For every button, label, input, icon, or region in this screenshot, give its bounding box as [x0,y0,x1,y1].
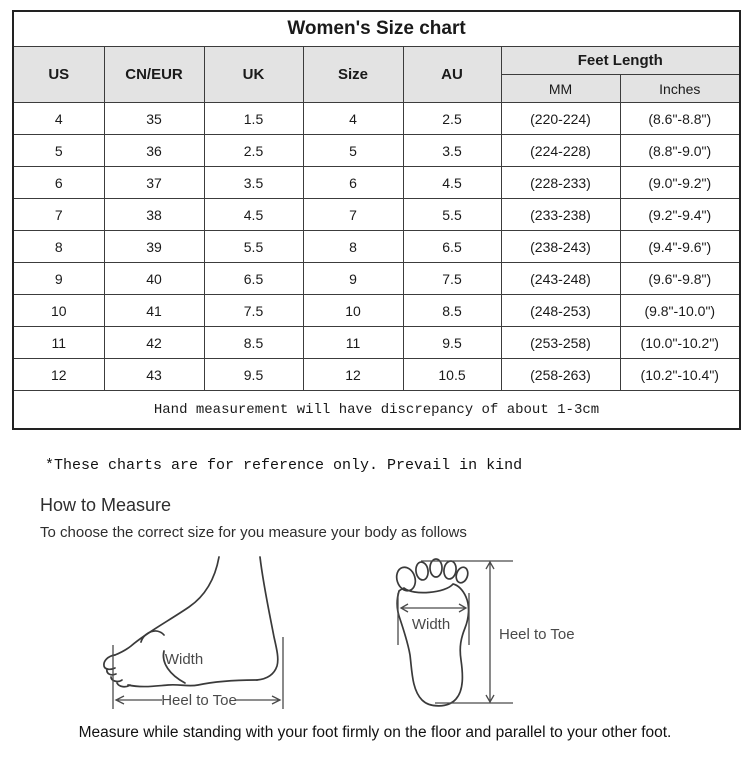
table-cell: 11 [303,327,403,359]
table-cell: 40 [104,263,204,295]
table-cell: 7.5 [204,295,303,327]
table-cell: (243-248) [501,263,620,295]
measurement-diagrams [0,553,750,723]
table-cell: 5 [303,135,403,167]
table-cell: 10 [303,295,403,327]
table-row [13,135,740,167]
table-cell: (9.0"-9.2") [620,167,740,199]
table-cell: (233-238) [501,199,620,231]
title-row [13,11,740,47]
table-cell: 42 [104,327,204,359]
column-header-inches: Inches [620,75,740,103]
table-cell: 6 [13,167,104,199]
how-to-measure-subtitle: To choose the correct size for you measure your body as follows [40,524,467,541]
table-row [13,263,740,295]
table-row [13,327,740,359]
table-cell: (9.2"-9.4") [620,199,740,231]
sole-width-label: Width [411,616,451,633]
table-cell: (8.8"-9.0") [620,135,740,167]
table-cell: 7 [13,199,104,231]
table-cell: 12 [13,359,104,391]
table-cell: 8.5 [204,327,303,359]
table-cell: 9 [303,263,403,295]
side-width-label: Width [164,651,204,668]
table-cell: 8.5 [403,295,501,327]
table-cell: (9.4"-9.6") [620,231,740,263]
side-heel-to-toe-label: Heel to Toe [161,692,237,709]
table-cell: 3.5 [204,167,303,199]
table-cell: 4 [13,103,104,135]
table-cell: (224-228) [501,135,620,167]
table-cell: 8 [303,231,403,263]
table-cell: 7.5 [403,263,501,295]
table-cell: 6.5 [204,263,303,295]
table-cell: 38 [104,199,204,231]
table-cell: 5 [13,135,104,167]
bottom-caption: Measure while standing with your foot firmly on the floor and parallel to your other foot. [78,724,672,741]
table-cell: 9.5 [403,327,501,359]
chart-title: Women's Size chart [13,11,740,47]
table-cell: 5.5 [204,231,303,263]
foot-side-view-diagram [100,553,305,723]
table-cell: 9.5 [204,359,303,391]
table-cell: 11 [13,327,104,359]
table-cell: (9.8"-10.0") [620,295,740,327]
table-cell: (220-224) [501,103,620,135]
table-cell: (248-253) [501,295,620,327]
size-chart-table [12,10,741,430]
table-cell: 9 [13,263,104,295]
header-row [13,47,740,75]
table-row [13,359,740,391]
table-cell: 41 [104,295,204,327]
table-cell: 2.5 [403,103,501,135]
table-cell: 4.5 [204,199,303,231]
column-header-cn-eur: CN/EUR [104,47,204,103]
table-cell: (9.6"-9.8") [620,263,740,295]
table-cell: (238-243) [501,231,620,263]
table-row [13,167,740,199]
table-cell: 10 [13,295,104,327]
table-cell: (8.6"-8.8") [620,103,740,135]
column-header-au: AU [403,47,501,103]
table-cell: 6.5 [403,231,501,263]
table-cell: 8 [13,231,104,263]
table-row [13,295,740,327]
column-header-feet-length: Feet Length [501,47,740,75]
reference-note: *These charts are for reference only. Prevail in kind [45,457,523,474]
table-cell: 36 [104,135,204,167]
foot-sole-view-diagram [391,553,636,715]
table-cell: 39 [104,231,204,263]
table-cell: (253-258) [501,327,620,359]
table-cell: (228-233) [501,167,620,199]
table-cell: 37 [104,167,204,199]
table-row [13,103,740,135]
table-cell: (10.2"-10.4") [620,359,740,391]
table-row [13,199,740,231]
size-table-body [13,103,740,391]
table-cell: 43 [104,359,204,391]
table-cell: 10.5 [403,359,501,391]
table-cell: 1.5 [204,103,303,135]
table-cell: 4 [303,103,403,135]
footnote-row [13,391,740,430]
column-header-size: Size [303,47,403,103]
sole-heel-to-toe-label: Heel to Toe [499,626,575,643]
column-header-us: US [13,47,104,103]
table-footnote: Hand measurement will have discrepancy of about 1-3cm [13,391,740,430]
table-cell: 35 [104,103,204,135]
table-cell: 3.5 [403,135,501,167]
table-cell: 6 [303,167,403,199]
how-to-measure-title: How to Measure [40,495,172,515]
table-cell: (10.0"-10.2") [620,327,740,359]
table-cell: 2.5 [204,135,303,167]
column-header-uk: UK [204,47,303,103]
table-cell: (258-263) [501,359,620,391]
column-header-mm: MM [501,75,620,103]
table-cell: 4.5 [403,167,501,199]
table-row [13,231,740,263]
table-cell: 5.5 [403,199,501,231]
table-cell: 7 [303,199,403,231]
table-cell: 12 [303,359,403,391]
